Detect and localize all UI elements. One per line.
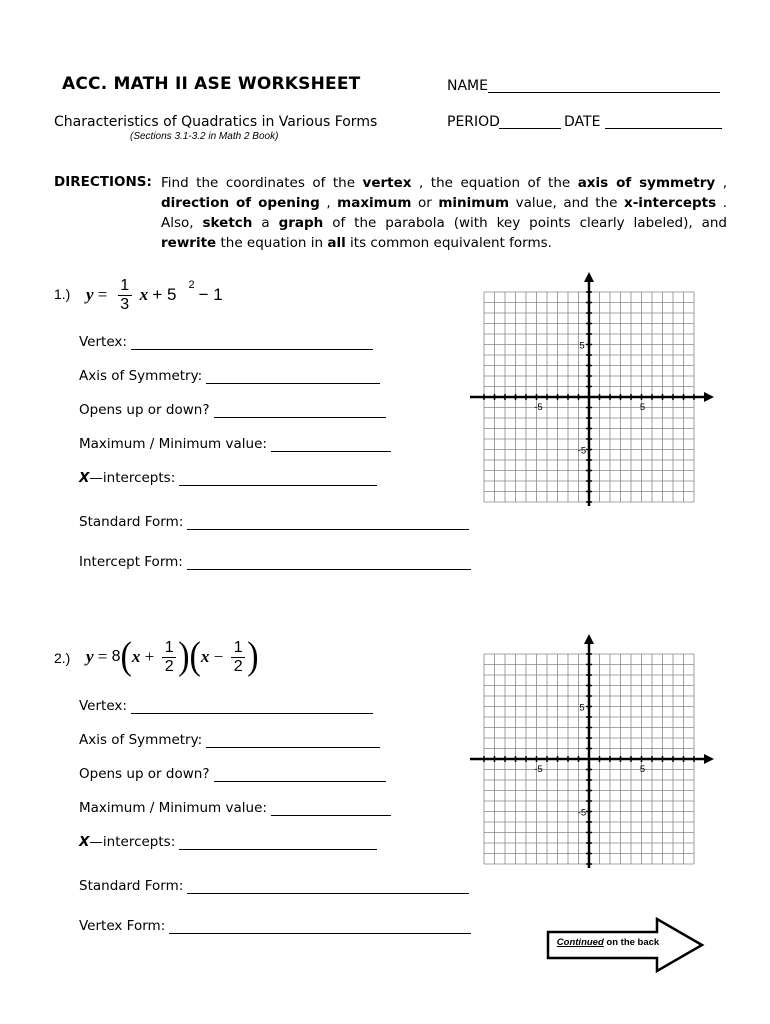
p2-standard-form-field[interactable]: Standard Form: [79, 878, 469, 894]
p1-vertex-field[interactable]: Vertex: [79, 334, 373, 350]
directions-text: Find the coordinates of the vertex , the equation of the axis of symmetry , direction of opening , maximum or minimum value, and the x-intercepts . Also, sketch a graph of the parabola (with key points clearly labeled), and rewrite the equation in all its common equivalent forms. [161, 175, 727, 251]
name-blank[interactable] [488, 92, 720, 93]
y-axis-arrow [584, 272, 594, 282]
y-tick-label-neg5: -5 [577, 807, 587, 819]
y-axis-arrow [584, 634, 594, 644]
problem-2-number: 2.) [54, 650, 71, 666]
p1-maxmin-field[interactable]: Maximum / Minimum value: [79, 436, 391, 452]
coordinate-grid-2[interactable] [470, 632, 716, 878]
right-paren-1: ) [178, 635, 190, 678]
y-tick-label-neg5: -5 [577, 445, 587, 457]
p1-xint-field[interactable]: X—intercepts: [79, 470, 377, 486]
p2-vertex-field[interactable]: Vertex: [79, 698, 373, 714]
y-tick-label-5: 5 [579, 702, 585, 714]
period-label: PERIOD [447, 114, 500, 130]
x-tick-label-5: 5 [639, 402, 646, 413]
directions-label: DIRECTIONS: [54, 174, 152, 190]
x-tick-label-5: 5 [639, 764, 646, 775]
continued-note: Continued on the back [556, 937, 660, 948]
p1-opens-field[interactable]: Opens up or down? [79, 402, 386, 418]
x-axis-arrow [704, 754, 714, 764]
x-tick-label-neg5: -5 [534, 764, 543, 775]
right-paren-2: ) [247, 635, 259, 678]
worksheet-subtitle: Characteristics of Quadratics in Various Forms [54, 114, 378, 130]
sections-note: (Sections 3.1-3.2 in Math 2 Book) [130, 131, 279, 142]
p2-opens-field[interactable]: Opens up or down? [79, 766, 386, 782]
p1-standard-form-field[interactable]: Standard Form: [79, 514, 469, 530]
y-tick-label-5: 5 [579, 340, 585, 352]
problem-2-equation: y = 8 ( x + $\frac{1}{2}$ ) ( x − $\frac{1}{2}$ ) [86, 635, 259, 678]
period-blank[interactable] [499, 128, 561, 129]
p2-maxmin-field[interactable]: Maximum / Minimum value: [79, 800, 391, 816]
date-blank[interactable] [605, 128, 722, 129]
p2-axis-field[interactable]: Axis of Symmetry: [79, 732, 380, 748]
p1-intercept-form-field[interactable]: Intercept Form: [79, 554, 471, 570]
problem-1-number: 1.) [54, 286, 71, 302]
p2-xint-field[interactable]: X—intercepts: [79, 834, 377, 850]
date-label: DATE [564, 114, 601, 130]
x-tick-label-neg5: -5 [534, 402, 543, 413]
problem-1-equation: y = $\frac{1}{3}$ x + 5 $^2$ − 1 [86, 276, 223, 313]
worksheet-title: ACC. MATH II ASE WORKSHEET [62, 74, 361, 94]
p1-axis-field[interactable]: Axis of Symmetry: [79, 368, 380, 384]
coordinate-grid-1[interactable] [470, 270, 716, 516]
left-paren-2: ( [189, 635, 201, 678]
p2-vertex-form-field[interactable]: Vertex Form: [79, 918, 471, 934]
left-paren-1: ( [120, 635, 132, 678]
name-label: NAME [447, 78, 488, 94]
x-axis-arrow [704, 392, 714, 402]
